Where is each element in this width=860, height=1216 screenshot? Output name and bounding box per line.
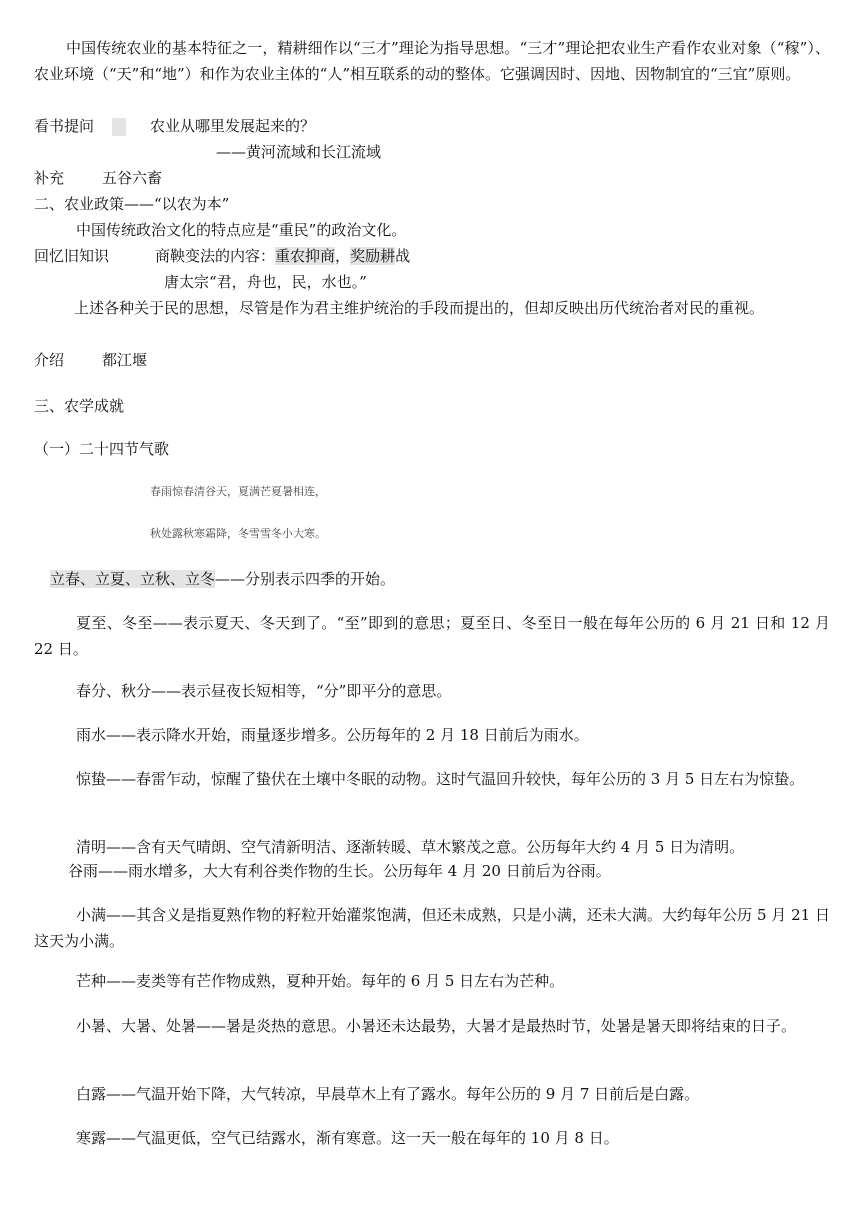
xiazhi-paragraph: 夏至、冬至——表示夏天、冬天到了。“至”即到的意思；夏至日、冬至日一般在每年公历的 6 月 21 日和 12 月 22 日。 [34,614,830,658]
agri-subheading: （一）二十四节气歌 [34,440,170,458]
qingming-paragraph: 清明——含有天气晴朗、空气清新明洁、逐渐转暖、草木繁茂之意。公历每年大约 4 月 5 日为清明。 [76,838,745,856]
recall-label: 回忆旧知识 [34,247,110,265]
supplement-text: 五谷六畜 [102,169,163,187]
shang-separator: ， [335,247,351,265]
intro-text: 都江堰 [102,351,148,369]
agri-heading: 三、农学成就 [34,397,125,415]
intro-label: 介绍 [34,351,65,369]
supplement-line [34,165,162,191]
question-label: 看书提问 [34,117,95,135]
shang-highlight-2: 奖励耕 [350,247,396,265]
yushui-paragraph: 雨水——表示降水开始，雨量逐步增多。公历每年的 2 月 18 日前后为雨水。 [76,726,589,744]
hanlu-paragraph: 寒露——气温更低，空气已结露水，渐有寒意。这一天一般在每年的 10 月 8 日。 [76,1129,619,1147]
intro-paragraph: 中国传统农业的基本特征之一，精耕细作以“三才”理论为指导思想。“三才”理论把农业生产看作农业对象（“稼”）、农业环境（“天”和“地”）和作为农业主体的“人”相互联系的动的整体。它强调因时、因地、因物制宜的“三宜”原则。 [34,39,830,83]
lichun-line [50,566,395,592]
question-line [34,113,315,139]
shang-prefix: 商鞅变法的内容： [155,247,276,265]
poem-line-1: 春雨惊春清谷天，夏满芒夏暑相连， [150,485,326,498]
lichun-rest: ——分别表示四季的开始。 [215,570,396,588]
bailu-paragraph: 白露——气温开始下降，大气转凉，早晨草木上有了露水。每年公历的 9 月 7 日前后是白露。 [76,1085,700,1103]
supplement-label: 补充 [34,169,65,187]
question-answer: ——黄河流域和长江流域 [216,143,382,161]
guyu-paragraph: 谷雨——雨水增多，大大有利谷类作物的生长。公历每年 4 月 20 日前后为谷雨。 [68,862,611,880]
recall-line [34,243,410,269]
chunfen-paragraph: 春分、秋分——表示昼夜长短相等，“分”即平分的意思。 [76,682,452,700]
poem-line-2: 秋处露秋寒霜降，冬雪雪冬小大寒。 [150,527,326,540]
policy-heading: 二、农业政策——“以农为本” [34,195,230,213]
tang-quote: 唐太宗“君，舟也，民，水也。” [164,273,367,291]
xiaoman-paragraph: 小满——其含义是指夏熟作物的籽粒开始灌浆饱满，但还未成熟，只是小满，还未大满。大约每年公历 5 月 21 日这天为小满。 [34,906,830,950]
shang-end: 战 [395,247,411,265]
lichun-highlight: 立春、立夏、立秋、立冬 [50,570,216,588]
policy-line1: 中国传统政治文化的特点应是“重民”的政治文化。 [76,221,407,239]
intro-line [34,347,147,373]
mangzhong-paragraph: 芒种——麦类等有芒作物成熟，夏种开始。每年的 6 月 5 日左右为芒种。 [76,972,565,990]
policy-summary: 上述各种关于民的思想，尽管是作为君主维护统治的手段而提出的，但却反映出历代统治者对民的重视。 [74,299,765,317]
shang-highlight-1: 重农抑商 [275,247,336,265]
question-text: 农业从哪里发展起来的？ [150,117,316,135]
jingzhe-paragraph: 惊蛰——春雷乍动，惊醒了蛰伏在土壤中冬眠的动物。这时气温回升较快，每年公历的 3 月 5 日左右为惊蛰。 [76,770,805,788]
highlight-mark [112,118,126,136]
xiaoshu-paragraph: 小暑、大暑、处暑——暑是炎热的意思。小暑还未达最势，大暑才是最热时节，处暑是暑天即将结束的日子。 [76,1017,797,1035]
